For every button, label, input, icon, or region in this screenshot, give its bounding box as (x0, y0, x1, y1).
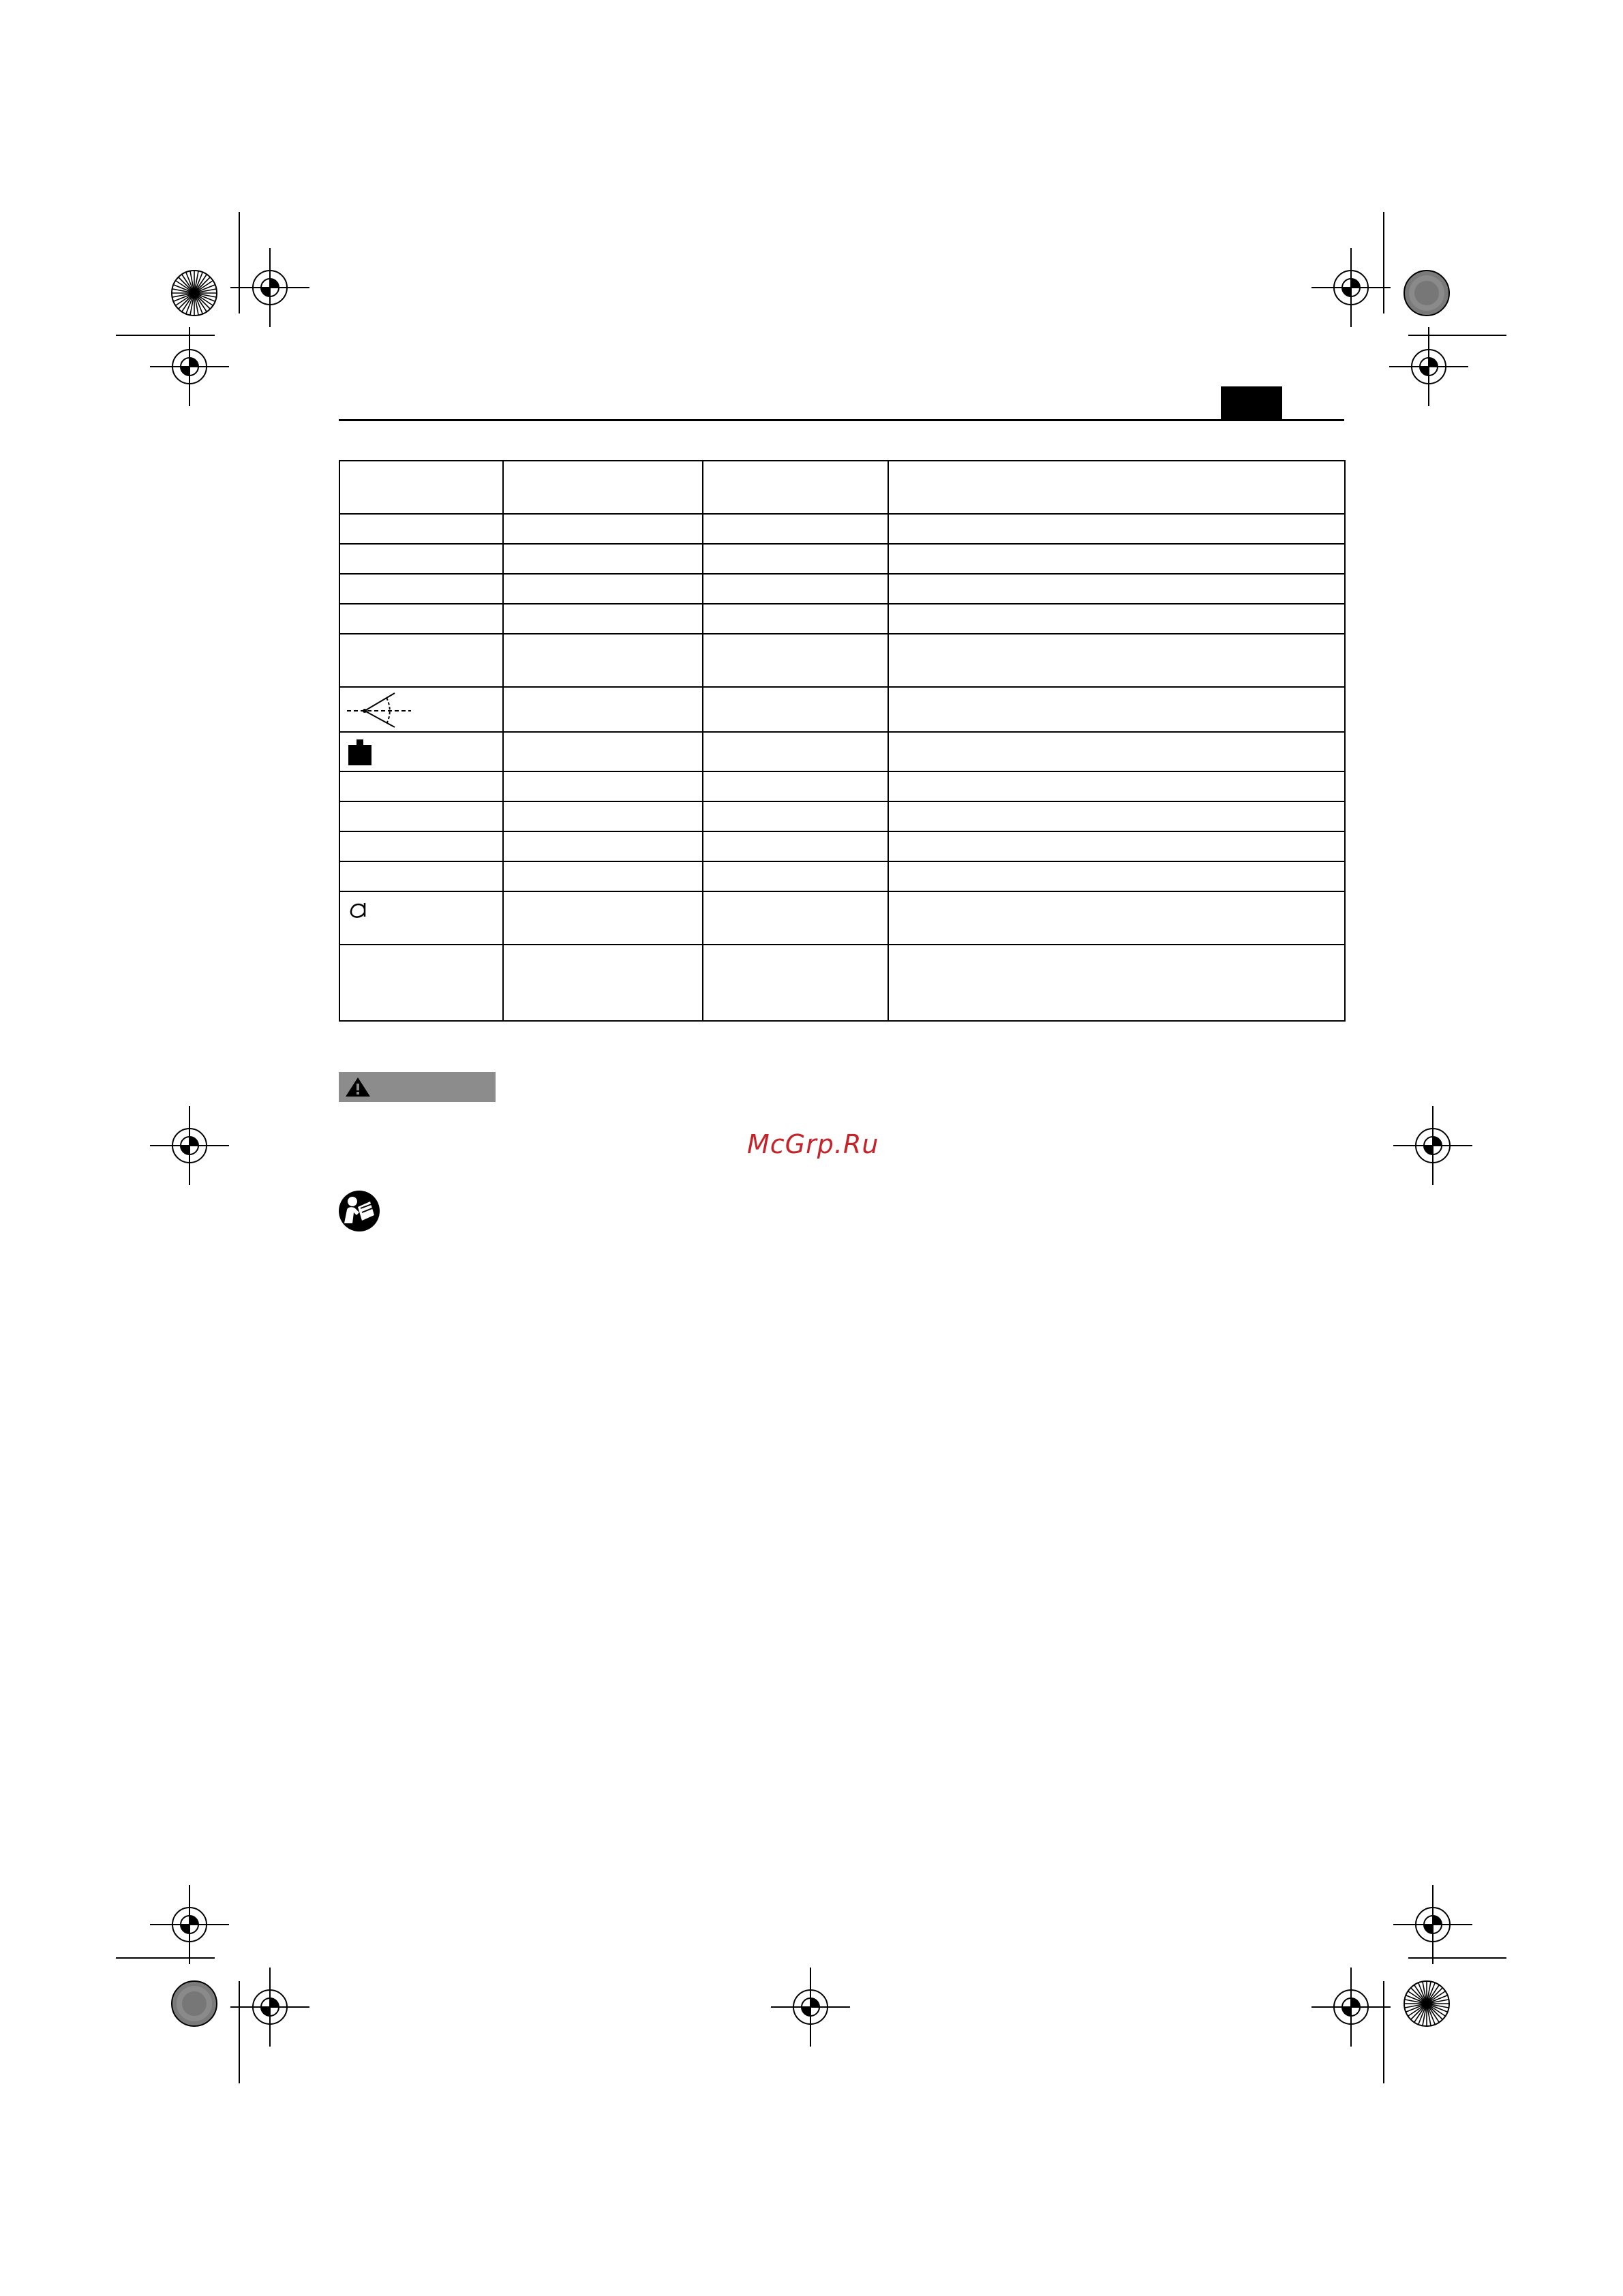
weight-symbol-icon (347, 735, 381, 769)
table-row (339, 945, 1345, 1021)
table-row (339, 574, 1345, 604)
angle-symbol-icon (346, 689, 414, 730)
table-row (339, 514, 1345, 544)
table-row (339, 861, 1345, 891)
table-row (339, 771, 1345, 801)
table-row (339, 891, 1345, 945)
table-row (339, 544, 1345, 574)
watermark: McGrp.Ru (747, 1129, 879, 1159)
read-manual-icon (337, 1189, 381, 1233)
table-row (339, 732, 1345, 771)
table-row (339, 801, 1345, 831)
table-header-row (339, 461, 1345, 514)
header-rule (339, 419, 1344, 421)
symbol-a (347, 893, 374, 925)
warning-triangle-icon (344, 1076, 371, 1098)
table-row (339, 831, 1345, 861)
language-tab (1221, 386, 1282, 419)
table-row (339, 687, 1345, 732)
table-row (339, 634, 1345, 687)
table-row (339, 604, 1345, 634)
warning-bar (339, 1072, 496, 1102)
specifications-table (339, 460, 1346, 1022)
